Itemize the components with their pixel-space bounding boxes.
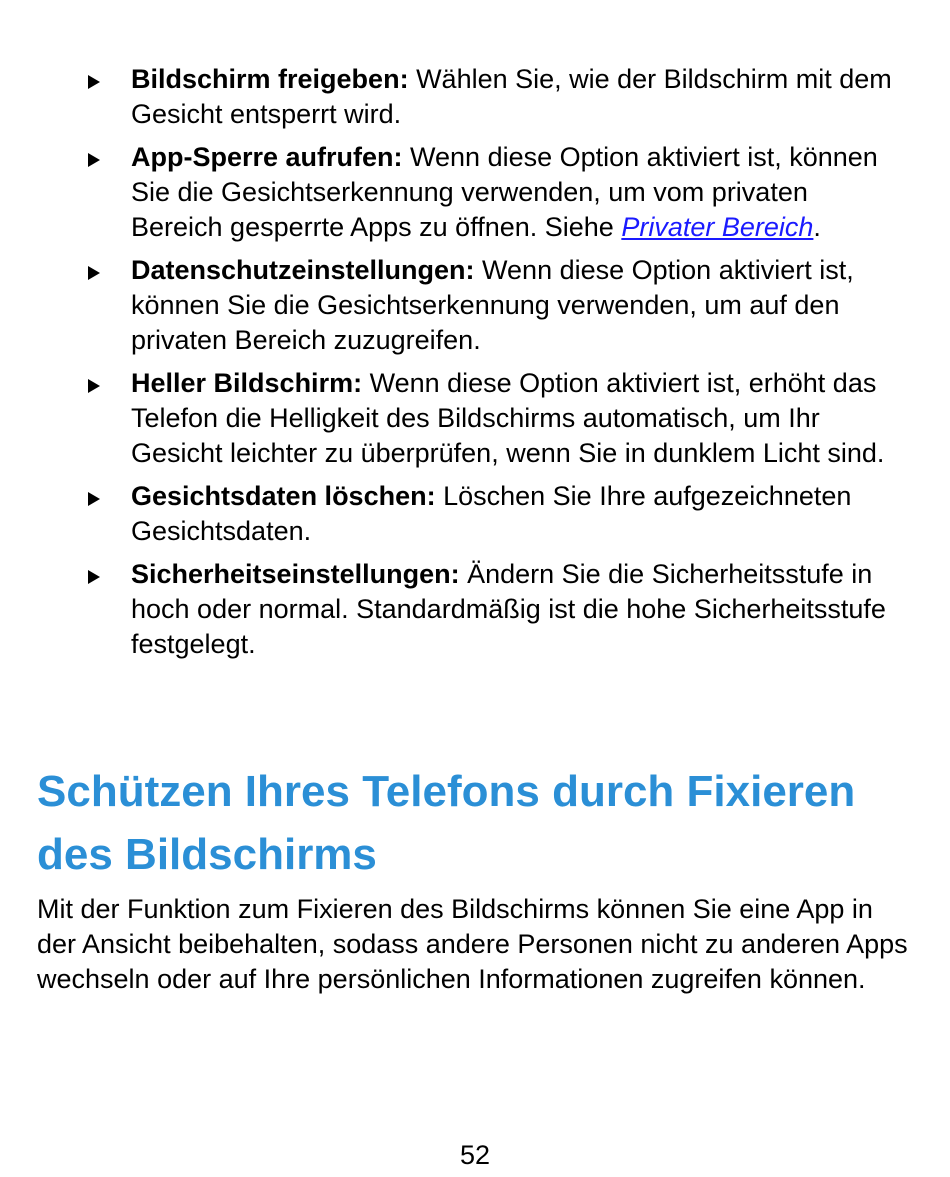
bullet-arrow-icon	[88, 492, 100, 506]
page-number: 52	[459, 1140, 491, 1170]
bullet-arrow-icon	[88, 75, 100, 89]
list-item	[0, 366, 950, 471]
bullet-description: Wenn diese Option aktiviert ist, erhöht das Telefon die Helligkeit des Bildschirms automatisch, um Ihr Gesicht leichter zu überprüfen, wenn Sie in dunklem Licht sind.	[131, 368, 885, 468]
bullet-term: Heller Bildschirm:	[131, 368, 363, 398]
bullet-term: App-Sperre aufrufen:	[131, 142, 403, 172]
list-item	[0, 253, 950, 358]
bullet-description: Ändern Sie die Sicherheitsstufe in hoch oder normal. Standardmäßig ist die hohe Sicherheitsstufe festgelegt.	[131, 559, 886, 659]
bullet-arrow-icon	[88, 379, 100, 393]
bullet-arrow-icon	[88, 570, 100, 584]
bullet-term: Bildschirm freigeben:	[131, 64, 409, 94]
bullet-description: Wenn diese Option aktiviert ist, können Sie die Gesichtserkennung verwenden, um auf den privaten Bereich zuzugreifen.	[131, 255, 854, 355]
bullet-term: Gesichtsdaten löschen:	[131, 481, 436, 511]
bullet-description: Löschen Sie Ihre aufgezeichneten Gesichtsdaten.	[131, 481, 852, 546]
bullet-term: Datenschutzeinstellungen:	[131, 255, 475, 285]
settings-bullet-list	[0, 62, 950, 670]
privater-bereich-link[interactable]: Privater Bereich	[621, 212, 814, 242]
bullet-description: Wählen Sie, wie der Bildschirm mit dem Gesicht entsperrt wird.	[131, 64, 892, 129]
list-item	[0, 62, 950, 132]
bullet-arrow-icon	[88, 266, 100, 280]
list-item	[0, 140, 950, 245]
section-heading: Schützen Ihres Telefons durch Fixieren des Bildschirms	[37, 767, 856, 879]
bullet-description-end: .	[813, 212, 821, 242]
list-item	[0, 479, 950, 549]
section-paragraph: Mit der Funktion zum Fixieren des Bildschirms können Sie eine App in der Ansicht beibehalten, sodass andere Personen nicht zu anderen Apps wechseln oder auf Ihre persönlichen Informationen zugreifen können.	[37, 894, 908, 994]
bullet-term: Sicherheitseinstellungen:	[131, 559, 460, 589]
list-item	[0, 557, 950, 662]
bullet-arrow-icon	[88, 153, 100, 167]
bullet-description: Wenn diese Option aktiviert ist, können Sie die Gesichtserkennung verwenden, um vom privaten Bereich gesperrte Apps zu öffnen. Siehe	[131, 142, 878, 242]
